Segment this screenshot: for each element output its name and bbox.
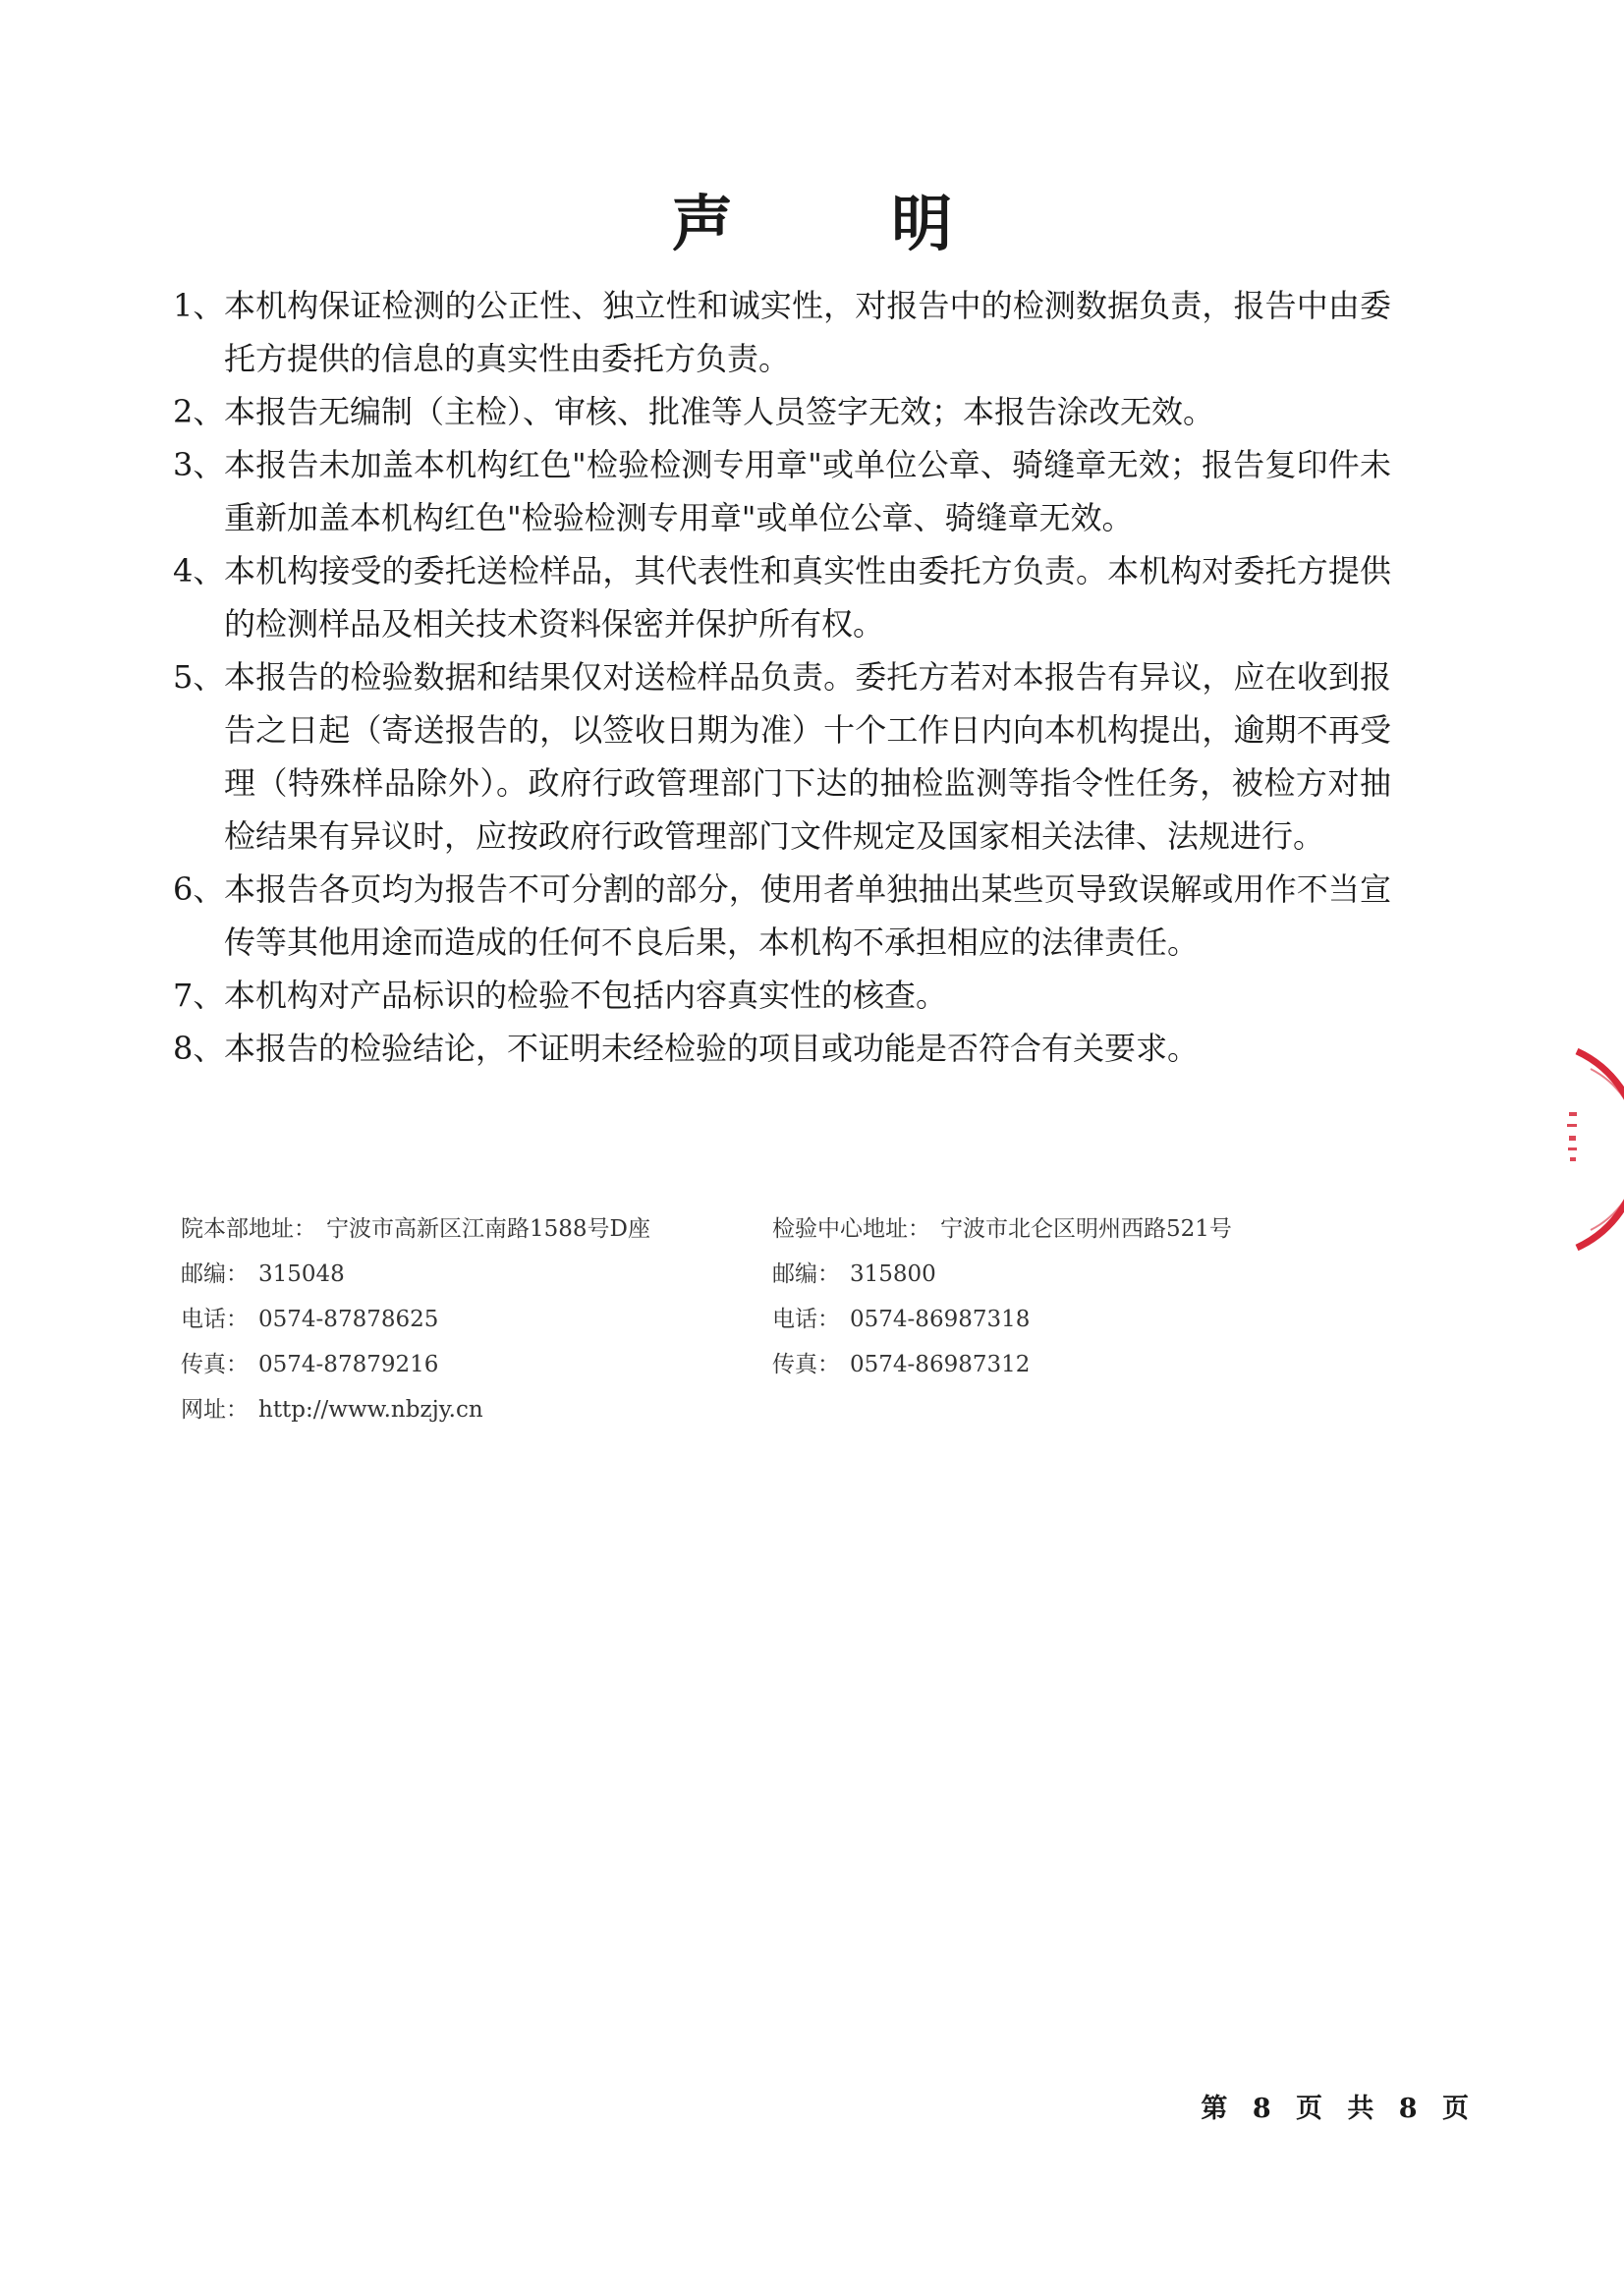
- address-value: 宁波市高新区江南路1588号D座: [326, 1216, 650, 1242]
- red-seal-stamp: [1557, 1041, 1624, 1258]
- seal-marks: [1567, 1112, 1577, 1161]
- clause-text: 本机构保证检测的公正性、独立性和诚实性，对报告中的检测数据负责，报告中由委托方提供的信息的真实性由委托方负责。: [224, 287, 1391, 377]
- clause-6: [173, 863, 1391, 969]
- phone-row: [181, 1297, 650, 1342]
- clause-text: 本报告各页均为报告不可分割的部分，使用者单独抽出某些页导致误解或用作不当宣传等其他用途而造成的任何不良后果，本机构不承担相应的法律责任。: [224, 870, 1391, 961]
- clause-text: 本报告未加盖本机构红色"检验检测专用章"或单位公章、骑缝章无效；报告复印件未重新加盖本机构红色"检验检测专用章"或单位公章、骑缝章无效。: [224, 446, 1391, 536]
- address-row: [772, 1206, 1232, 1252]
- website-label: 网址：: [181, 1397, 249, 1423]
- clause-text: 本报告的检验结论，不证明未经检验的项目或功能是否符合有关要求。: [224, 1030, 1200, 1067]
- fax-row: [772, 1342, 1232, 1387]
- seal-inner-ring: [1591, 1069, 1624, 1230]
- website-link[interactable]: http://www.nbzjy.cn: [258, 1397, 483, 1423]
- address-label: 院本部地址：: [181, 1216, 316, 1242]
- clause-text: 本报告无编制（主检）、审核、批准等人员签字无效；本报告涂改无效。: [224, 393, 1215, 430]
- clause-8: [173, 1022, 1391, 1075]
- website-row: [181, 1387, 650, 1432]
- fax-value: 0574-87879216: [258, 1352, 439, 1377]
- clause-number: 5、: [173, 658, 225, 696]
- fax-label: 传真：: [772, 1352, 840, 1377]
- postcode-value: 315048: [258, 1261, 345, 1287]
- postcode-label: 邮编：: [772, 1261, 840, 1287]
- clause-4: [173, 544, 1391, 650]
- postcode-row: [181, 1252, 650, 1297]
- clause-number: 8、: [173, 1030, 225, 1067]
- clause-1: [173, 279, 1391, 385]
- clause-5: [173, 650, 1391, 863]
- clause-number: 4、: [173, 552, 225, 589]
- clause-text: 本机构对产品标识的检验不包括内容真实性的核查。: [224, 977, 948, 1014]
- page-number: 第 8 页 共 8 页: [1201, 2094, 1477, 2124]
- postcode-value: 315800: [850, 1261, 936, 1287]
- clause-number: 1、: [173, 287, 225, 324]
- clause-7: [173, 969, 1391, 1022]
- phone-label: 电话：: [772, 1307, 840, 1332]
- clause-3: [173, 438, 1391, 544]
- fax-row: [181, 1342, 650, 1387]
- headquarters-contact: [181, 1206, 650, 1432]
- postcode-row: [772, 1252, 1232, 1297]
- clause-number: 7、: [173, 977, 225, 1014]
- address-value: 宁波市北仑区明州西路521号: [940, 1216, 1232, 1242]
- address-row: [181, 1206, 650, 1252]
- declaration-clauses: [173, 279, 1391, 1075]
- inspection-center-contact: [772, 1206, 1232, 1387]
- fax-label: 传真：: [181, 1352, 249, 1377]
- seal-ring: [1577, 1051, 1624, 1248]
- clause-text: 本报告的检验数据和结果仅对送检样品负责。委托方若对本报告有异议，应在收到报告之日起（寄送报告的，以签收日期为准）十个工作日内向本机构提出，逾期不再受理（特殊样品除外）。政府行政管理部门下达的抽检监测等指令性任务，被检方对抽检结果有异议时，应按政府行政管理部门文件规定及国家相关法律、法规进行。: [224, 658, 1391, 855]
- phone-row: [772, 1297, 1232, 1342]
- page-title: 声 明: [671, 188, 1022, 259]
- phone-value: 0574-86987318: [850, 1307, 1031, 1332]
- phone-label: 电话：: [181, 1307, 249, 1332]
- clause-number: 3、: [173, 446, 225, 483]
- postcode-label: 邮编：: [181, 1261, 249, 1287]
- clause-number: 2、: [173, 393, 225, 430]
- clause-2: [173, 385, 1391, 438]
- phone-value: 0574-87878625: [258, 1307, 439, 1332]
- clause-text: 本机构接受的委托送检样品，其代表性和真实性由委托方负责。本机构对委托方提供的检测样品及相关技术资料保密并保护所有权。: [224, 552, 1391, 643]
- address-label: 检验中心地址：: [772, 1216, 930, 1242]
- fax-value: 0574-86987312: [850, 1352, 1031, 1377]
- clause-number: 6、: [173, 870, 225, 908]
